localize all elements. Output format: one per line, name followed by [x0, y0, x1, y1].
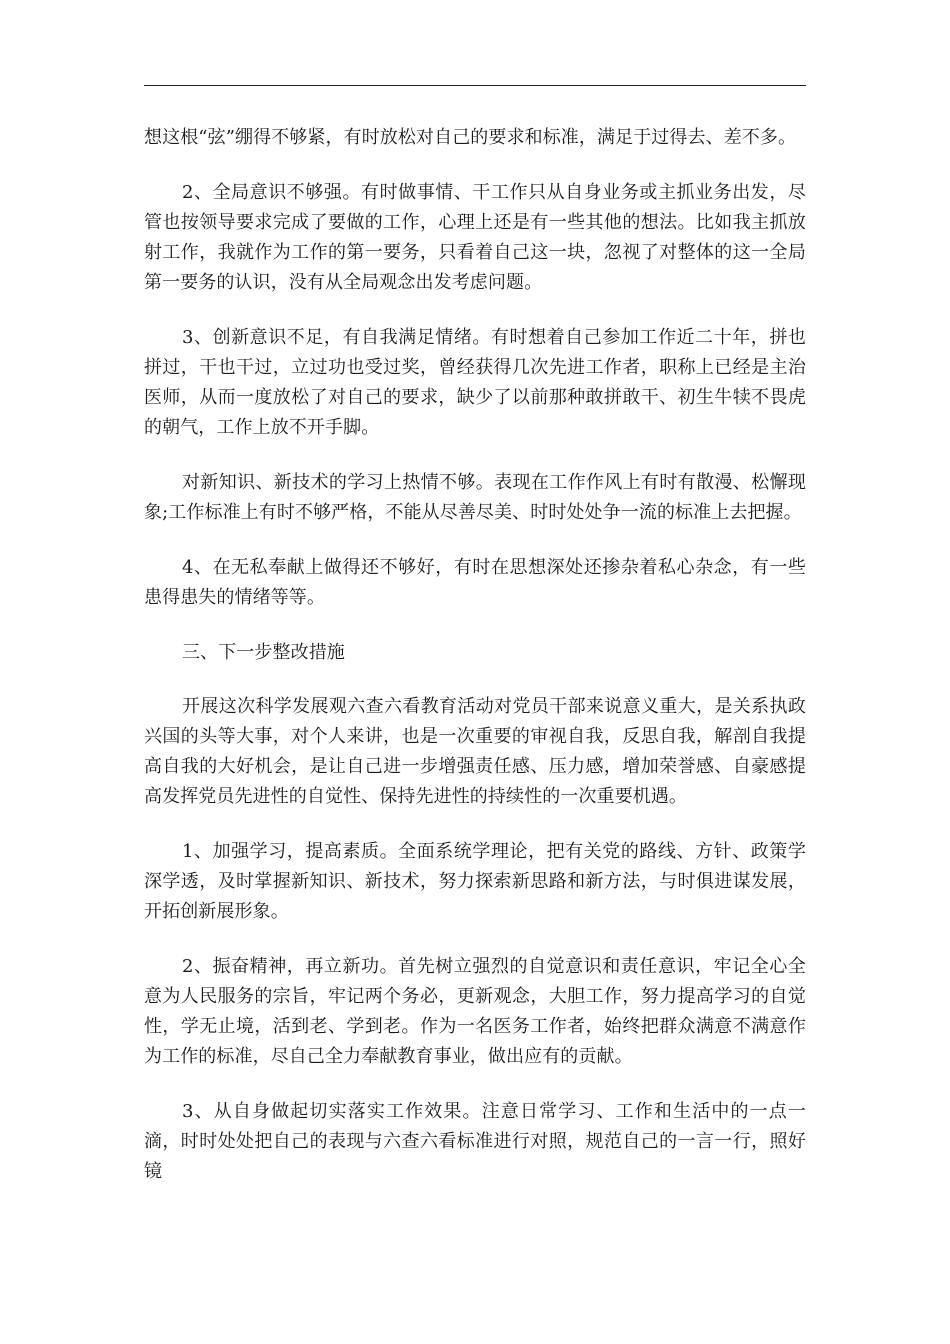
- paragraph-measure-3-self: 3、从自身做起切实落实工作效果。注意日常学习、工作和生活中的一点一滴，时时处处把自己的表现与六查六看标准进行对照，规范自己的一言一行，照好镜: [144, 1101, 806, 1182]
- section-heading-rectification: 三、下一步整改措施: [182, 642, 345, 663]
- paragraph-continuation: 想这根“弦”绷得不够紧，有时放松对自己的要求和标准，满足于过得去、差不多。: [144, 127, 797, 148]
- paragraph-item-3-innovation: 3、创新意识不足，有自我满足情绪。有时想着自己参加工作近二十年，拼也拼过，干也干过，立过功也受过奖，曾经获得几次先进工作者，职称上已经是主治医师，从而一度放松了对自己的要求，缺少了以前那种敢拼敢干、初生牛犊不畏虎的朝气，工作上放不开手脚。: [144, 327, 806, 438]
- paragraph-item-4-dedication: 4、在无私奉献上做得还不够好，有时在思想深处还掺杂着私心杂念，有一些患得患失的情绪等等。: [144, 557, 806, 608]
- document-body: [144, 123, 806, 1212]
- paragraph-activity-significance: 开展这次科学发展观六查六看教育活动对党员干部来说意义重大，是关系执政兴国的头等大事，对个人来讲，也是一次重要的审视自我，反思自我，解剖自我提高自我的大好机会，是让自己进一步增强责任感、压力感，增加荣誉感、自豪感提高发挥党员先进性的自觉性、保持先进性的持续性的一次重要机遇。: [144, 696, 806, 807]
- paragraph-new-knowledge: 对新知识、新技术的学习上热情不够。表现在工作作风上有时有散漫、松懈现象;工作标准上有时不够严格，不能从尽善尽美、时时处处争一流的标准上去把握。: [144, 472, 806, 523]
- paragraph-measure-1-study: 1、加强学习，提高素质。全面系统学理论，把有关党的路线、方针、政策学深学透，及时掌握新知识、新技术，努力探索新思路和新方法，与时俱进谋发展，开拓创新展形象。: [144, 841, 806, 922]
- paragraph-item-2-global-awareness: 2、全局意识不够强。有时做事情、干工作只从自身业务或主抓业务出发，尽管也按领导要求完成了要做的工作，心理上还是有一些其他的想法。比如我主抓放射工作，我就作为工作的第一要务，只看着自己这一块，忽视了对整体的这一全局第一要务的认识，没有从全局观念出发考虑问题。: [144, 182, 806, 293]
- header-rule: [144, 85, 806, 86]
- paragraph-measure-2-spirit: 2、振奋精神，再立新功。首先树立强烈的自觉意识和责任意识，牢记全心全意为人民服务的宗旨，牢记两个务必，更新观念，大胆工作，努力提高学习的自觉性，学无止境，活到老、学到老。作为一名医务工作者，始终把群众满意不满意作为工作的标准，尽自己全力奉献教育事业，做出应有的贡献。: [144, 956, 806, 1067]
